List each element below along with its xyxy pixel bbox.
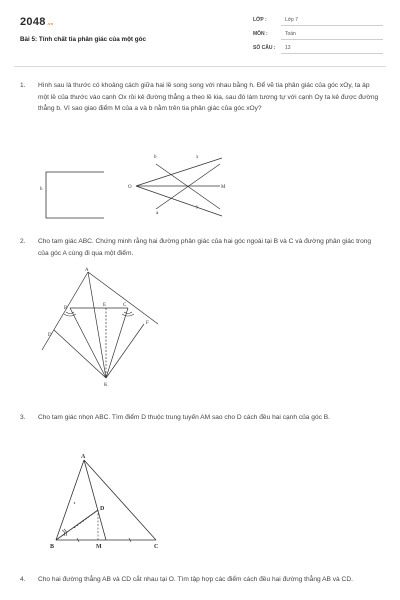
label-d: D bbox=[48, 333, 52, 338]
meta-count-label: SỐ CÂU : bbox=[253, 45, 276, 51]
question-4-text: Cho hai đường thẳng AB và CD cắt nhau tại O. Tìm tập hợp các điểm cách đều hai đường thẳng AB và CD. bbox=[38, 576, 353, 583]
logo-text: 2048 bbox=[20, 16, 46, 28]
question-4-number: 4. bbox=[20, 576, 26, 583]
label-b: b bbox=[154, 155, 157, 160]
lesson-title: Bài 5: Tính chất tia phân giác của một góc bbox=[20, 36, 146, 43]
logo[interactable] bbox=[20, 16, 53, 28]
figure-2 bbox=[40, 262, 170, 390]
label-y: y bbox=[196, 205, 199, 210]
question-2-text: Cho tam giác ABC. Chứng minh rằng hai đường phân giác của hai góc ngoài tại B và C và đường phân giác trong của góc A cùng đi qua một điểm. bbox=[38, 238, 372, 257]
meta-class-value: Lớp 7 bbox=[285, 17, 299, 23]
label-a: a bbox=[156, 211, 159, 216]
figure-3 bbox=[44, 450, 174, 554]
label-x: x bbox=[196, 155, 199, 160]
question-2 bbox=[20, 236, 380, 262]
question-3 bbox=[20, 412, 380, 438]
meta-count-rule bbox=[281, 53, 383, 54]
page-header bbox=[0, 0, 400, 68]
label-d: D bbox=[100, 506, 105, 512]
meta-class-label: LỚP : bbox=[253, 17, 267, 23]
header-divider bbox=[14, 66, 386, 67]
meta-subject-value: Toán bbox=[285, 31, 296, 37]
meta-count-value: 13 bbox=[285, 45, 291, 51]
meta-count bbox=[253, 44, 383, 54]
meta-class-rule bbox=[281, 25, 383, 26]
label-c: C bbox=[123, 303, 127, 308]
logo-suffix: .vn bbox=[46, 21, 54, 26]
meta-subject-rule bbox=[281, 39, 383, 40]
question-3-number: 3. bbox=[20, 414, 26, 421]
meta-subject bbox=[253, 30, 383, 40]
label-m: M bbox=[221, 185, 226, 190]
label-c: C bbox=[154, 544, 159, 550]
figure-1-ruler bbox=[36, 168, 106, 226]
label-e: E bbox=[103, 303, 107, 308]
label-b: B bbox=[64, 306, 68, 311]
question-1 bbox=[20, 80, 380, 140]
question-1-number: 1. bbox=[20, 82, 26, 89]
label-m: M bbox=[96, 544, 102, 550]
label-h: h bbox=[40, 187, 43, 192]
label-a: A bbox=[85, 268, 89, 273]
question-4 bbox=[20, 574, 380, 600]
label-o: O bbox=[128, 185, 132, 190]
meta-class bbox=[253, 16, 383, 26]
label-k: K bbox=[104, 383, 108, 388]
meta-subject-label: MÔN : bbox=[253, 31, 268, 37]
question-2-number: 2. bbox=[20, 238, 26, 245]
question-1-text: Hình sau là thước có khoảng cách giữa hai lề song song với nhau bằng h. Để vẽ tia phân giác của góc xOy, ta áp một lề của thước vào cạnh Ox rồi kẻ đường thẳng a theo lề kia, sau đó làm tương tự với cạnh Oy ta kẻ được đường thẳng b. Vì sao giao điểm M của a và b nằm trên tia phân giác của góc xOy? bbox=[38, 82, 379, 113]
question-3-text: Cho tam giác nhọn ABC. Tìm điểm D thuộc trung tuyến AM sao cho D cách đều hai cạnh của góc B. bbox=[38, 414, 330, 421]
figure-1-angle bbox=[120, 148, 240, 228]
label-b: B bbox=[50, 544, 55, 550]
label-a: A bbox=[81, 454, 86, 460]
label-f: F bbox=[146, 321, 149, 326]
